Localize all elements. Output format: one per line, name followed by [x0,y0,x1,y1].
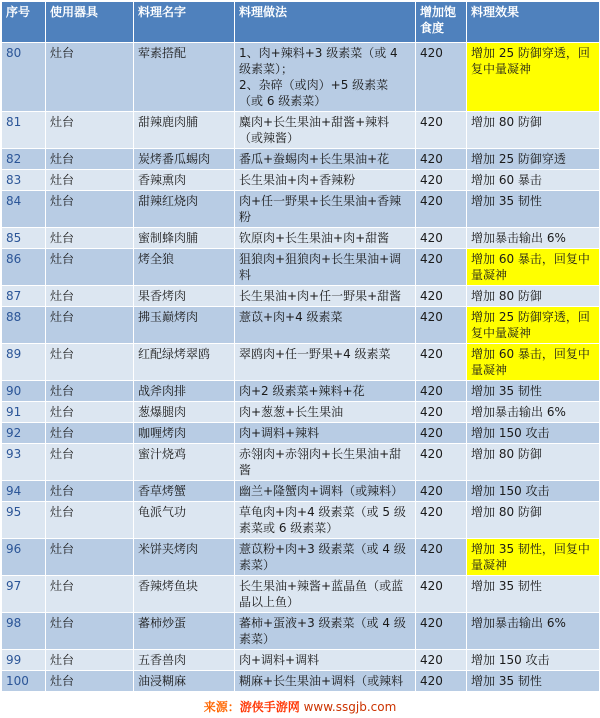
row-dish-name: 五香兽肉 [134,650,235,671]
table-row [2,228,600,249]
table-row [2,481,600,502]
row-recipe: 肉+调料+辣料 [235,423,416,444]
header-row [2,2,600,43]
row-effect: 增加暴击输出 6% [467,402,600,423]
row-dish-name: 荤素搭配 [134,43,235,112]
row-satiety: 420 [416,650,467,671]
row-number: 85 [2,228,46,249]
row-number: 83 [2,170,46,191]
row-number: 81 [2,112,46,149]
row-tool: 灶台 [46,423,134,444]
row-tool: 灶台 [46,228,134,249]
row-dish-name: 蜜制蜂肉脯 [134,228,235,249]
row-effect: 增加 35 韧性 [467,381,600,402]
row-recipe: 草龟肉+肉+4 级素菜（或 5 级素菜或 6 级素菜） [235,502,416,539]
table-row [2,381,600,402]
row-recipe: 幽兰+隆蟹肉+调料（或辣料） [235,481,416,502]
row-tool: 灶台 [46,381,134,402]
row-number: 84 [2,191,46,228]
row-satiety: 420 [416,481,467,502]
table-row [2,576,600,613]
row-dish-name: 果香烤肉 [134,286,235,307]
row-tool: 灶台 [46,481,134,502]
row-tool: 灶台 [46,539,134,576]
row-tool: 灶台 [46,402,134,423]
row-number: 96 [2,539,46,576]
row-number: 93 [2,444,46,481]
row-satiety: 420 [416,423,467,444]
row-dish-name: 甜辣红烧肉 [134,191,235,228]
row-number: 80 [2,43,46,112]
row-tool: 灶台 [46,149,134,170]
row-number: 99 [2,650,46,671]
row-recipe: 肉+2 级素菜+辣料+花 [235,381,416,402]
table-row [2,502,600,539]
table-row [2,650,600,671]
table-row [2,43,600,112]
row-effect: 增加 25 防御穿透，回复中量凝神 [467,43,600,112]
row-effect: 增加 60 暴击 [467,170,600,191]
row-dish-name: 油浸糊麻 [134,671,235,692]
row-dish-name: 米饼夹烤肉 [134,539,235,576]
row-number: 100 [2,671,46,692]
row-recipe: 狙狼肉+狙狼肉+长生果油+调料 [235,249,416,286]
row-tool: 灶台 [46,307,134,344]
row-recipe: 蕃柿+蛋液+3 级素菜（或 4 级素菜） [235,613,416,650]
header-no: 序号 [2,2,46,43]
row-satiety: 420 [416,402,467,423]
row-tool: 灶台 [46,249,134,286]
row-effect: 增加 150 攻击 [467,650,600,671]
table-row [2,149,600,170]
row-dish-name: 蜜汁烧鸡 [134,444,235,481]
row-dish-name: 葱爆腿肉 [134,402,235,423]
row-recipe: 翠鸥肉+任一野果+4 级素菜 [235,344,416,381]
row-effect: 增加 150 攻击 [467,481,600,502]
row-effect: 增加 80 防御 [467,444,600,481]
table-row [2,249,600,286]
table-row [2,613,600,650]
row-recipe: 长生果油+肉+香辣粉 [235,170,416,191]
row-recipe: 长生果油+辣酱+蓝晶鱼（或蓝晶以上鱼） [235,576,416,613]
row-tool: 灶台 [46,613,134,650]
table-row [2,344,600,381]
row-tool: 灶台 [46,286,134,307]
row-dish-name: 香辣熏肉 [134,170,235,191]
row-tool: 灶台 [46,650,134,671]
table-row [2,307,600,344]
header-satiety: 增加饱食度 [416,2,467,43]
row-dish-name: 香辣烤鱼块 [134,576,235,613]
row-number: 91 [2,402,46,423]
row-effect: 增加 60 暴击，回复中量凝神 [467,344,600,381]
row-effect: 增加暴击输出 6% [467,613,600,650]
row-dish-name: 甜辣鹿肉脯 [134,112,235,149]
row-tool: 灶台 [46,112,134,149]
row-tool: 灶台 [46,576,134,613]
row-effect: 增加 35 韧性 [467,576,600,613]
row-effect: 增加 35 韧性 [467,671,600,692]
row-tool: 灶台 [46,444,134,481]
row-satiety: 420 [416,444,467,481]
row-satiety: 420 [416,170,467,191]
row-satiety: 420 [416,539,467,576]
header-recipe: 料理做法 [235,2,416,43]
table-row [2,423,600,444]
row-satiety: 420 [416,228,467,249]
row-satiety: 420 [416,286,467,307]
table-row [2,444,600,481]
row-effect: 增加 60 暴击，回复中量凝神 [467,249,600,286]
table-body [2,43,600,692]
row-number: 82 [2,149,46,170]
row-satiety: 420 [416,671,467,692]
row-tool: 灶台 [46,502,134,539]
row-number: 88 [2,307,46,344]
header-name: 料理名字 [134,2,235,43]
table-row [2,539,600,576]
row-number: 92 [2,423,46,444]
table-row [2,112,600,149]
row-recipe: 钦原肉+长生果油+肉+甜酱 [235,228,416,249]
header-tool: 使用器具 [46,2,134,43]
row-recipe: 长生果油+肉+任一野果+甜酱 [235,286,416,307]
row-dish-name: 蕃柿炒蛋 [134,613,235,650]
row-effect: 增加 25 防御穿透 [467,149,600,170]
row-tool: 灶台 [46,344,134,381]
row-effect: 增加 25 防御穿透，回复中量凝神 [467,307,600,344]
recipe-table [1,1,600,692]
row-recipe: 麋肉+长生果油+甜酱+辣料（或辣酱） [235,112,416,149]
row-recipe: 肉+葱葱+长生果油 [235,402,416,423]
row-dish-name: 红配绿烤翠鸥 [134,344,235,381]
row-number: 87 [2,286,46,307]
row-number: 95 [2,502,46,539]
table-row [2,191,600,228]
row-effect: 增加 35 韧性，回复中量凝神 [467,539,600,576]
row-recipe: 赤翎肉+赤翎肉+长生果油+甜酱 [235,444,416,481]
row-satiety: 420 [416,43,467,112]
source-url: www.ssgjb.com [303,700,397,714]
row-satiety: 420 [416,344,467,381]
row-tool: 灶台 [46,191,134,228]
row-recipe: 番瓜+䖭蜴肉+长生果油+花 [235,149,416,170]
row-dish-name: 龟派气功 [134,502,235,539]
row-satiety: 420 [416,112,467,149]
row-recipe: 肉+任一野果+长生果油+香辣粉 [235,191,416,228]
table-row [2,286,600,307]
row-recipe: 肉+调料+调料 [235,650,416,671]
row-number: 90 [2,381,46,402]
row-effect: 增加 80 防御 [467,286,600,307]
row-effect: 增加 80 防御 [467,112,600,149]
row-tool: 灶台 [46,43,134,112]
table-row [2,170,600,191]
row-recipe: 薏苡粉+肉+3 级素菜（或 4 级素菜） [235,539,416,576]
row-dish-name: 炭烤番瓜蜴肉 [134,149,235,170]
row-satiety: 420 [416,381,467,402]
row-satiety: 420 [416,613,467,650]
row-dish-name: 咖喱烤肉 [134,423,235,444]
row-dish-name: 香草烤蟹 [134,481,235,502]
row-number: 86 [2,249,46,286]
row-tool: 灶台 [46,170,134,191]
row-number: 98 [2,613,46,650]
row-satiety: 420 [416,191,467,228]
table-row [2,671,600,692]
row-effect: 增加 80 防御 [467,502,600,539]
row-effect: 增加暴击输出 6% [467,228,600,249]
row-number: 97 [2,576,46,613]
row-satiety: 420 [416,149,467,170]
row-satiety: 420 [416,307,467,344]
table-header [2,2,600,43]
row-dish-name: 战斧肉排 [134,381,235,402]
row-satiety: 420 [416,576,467,613]
source-label: 来源： [203,700,240,714]
row-satiety: 420 [416,502,467,539]
page [0,1,600,718]
table-row [2,402,600,423]
row-number: 89 [2,344,46,381]
row-satiety: 420 [416,249,467,286]
row-dish-name: 烤全狼 [134,249,235,286]
row-effect: 增加 150 攻击 [467,423,600,444]
row-tool: 灶台 [46,671,134,692]
row-recipe: 糊麻+长生果油+调料（或辣料 [235,671,416,692]
row-number: 94 [2,481,46,502]
row-dish-name: 拂玉巅烤肉 [134,307,235,344]
header-effect: 料理效果 [467,2,600,43]
row-recipe: 薏苡+肉+4 级素菜 [235,307,416,344]
row-effect: 增加 35 韧性 [467,191,600,228]
source-watermark [0,696,600,718]
row-recipe: 1、肉+辣料+3 级素菜（或 4 级素菜）； 2、杂碎（或肉）+5 级素菜（或 6 级素菜） [235,43,416,112]
source-site: 游侠手游网 [239,700,300,714]
